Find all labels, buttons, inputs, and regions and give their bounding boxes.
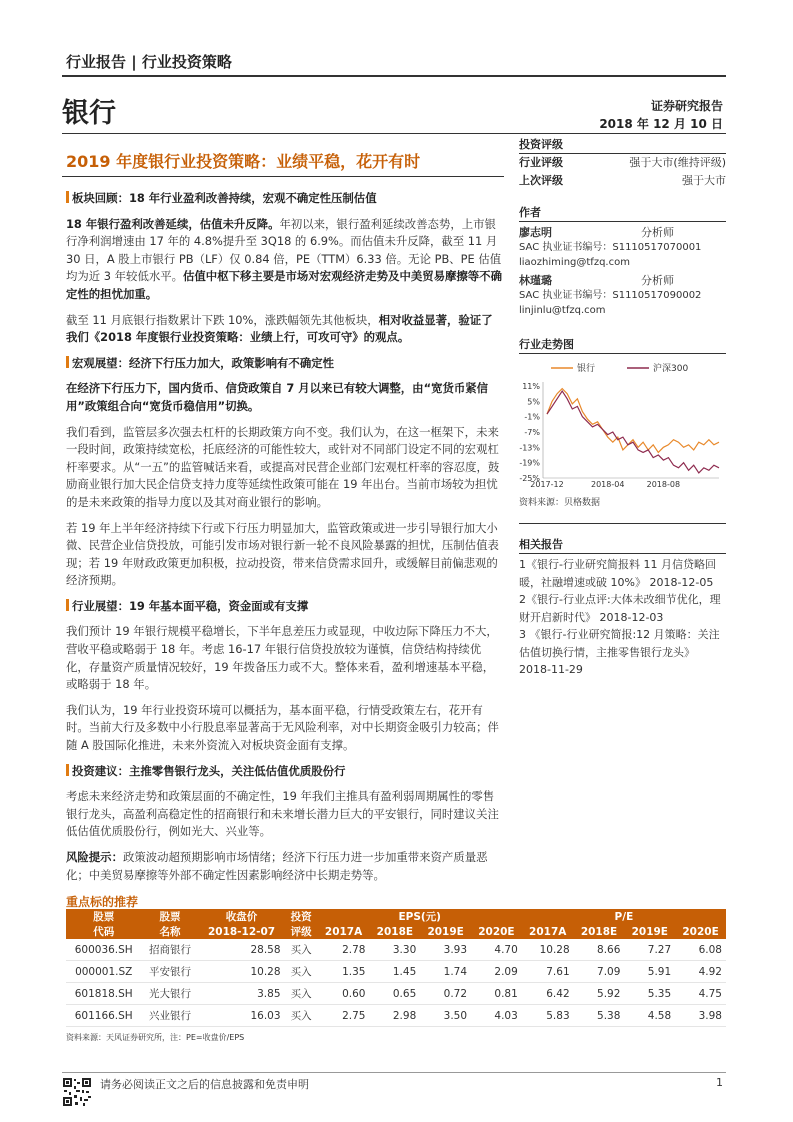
qr-code-icon — [62, 1077, 92, 1107]
prev-rating-row: 上次评级 强于大市 — [519, 174, 726, 187]
table-title: 重点标的推荐 — [66, 895, 139, 909]
x-tick-label: 2018-08 — [646, 480, 681, 489]
legend-label: 沪深300 — [653, 364, 689, 374]
th-name-2: 名称 — [141, 924, 198, 939]
related-item[interactable]: 2《银行-行业点评:大体未改细节优化，理财开启新时代》 2018-12-03 — [519, 593, 721, 624]
report-type: 证券研究报告 — [650, 99, 723, 113]
paragraph: 若 19 年上半年经济持续下行或下行压力明显加大，监管政策或进一步引导银行加大小微、民营企业信贷投放，可能引发市场对银行新一轮不良风险暴露的担忧，压制估值表现；若 19 年财政政策更加积极，拉动投资，带来信贷需求回升，或缓解目前偏悲观的经济预期。 — [66, 520, 499, 588]
author-email[interactable]: linjinlu@tfzq.com — [519, 305, 606, 316]
legend-label: 银行 — [577, 364, 596, 374]
section-heading: 板块回顾：18 年行业盈利改善持续，宏观不确定性压制估值 — [66, 190, 502, 208]
y-tick-label: -7% — [524, 428, 540, 437]
footer-disclaimer: 请务必阅读正文之后的信息披露和免责申明 — [100, 1078, 309, 1091]
table-row: 000001.SZ 平安银行 10.28 买入 1.35 1.45 1.74 2.09 7.61 7.09 5.91 4.92 — [66, 961, 726, 983]
th-code: 股票 — [66, 909, 141, 924]
th-code-2: 代码 — [66, 924, 141, 939]
table-row: 601166.SH 兴业银行 16.03 买入 2.75 2.98 3.50 4.03 5.83 5.38 4.58 3.98 — [66, 1005, 726, 1027]
trend-heading: 行业走势图 — [519, 336, 726, 354]
paragraph: 我们看到，监管层多次强去杠杆的长期政策方向不变。我们认为，在这一框架下，未来一段时间，政策持续宽松，托底经济的可能性较大，或针对不同部门设定不同的宏观杠杆率要求。从“一五”的监管喊话来看，或提高对民营企业部门宏观杠杆率的容忍度，鼓励商业银行加大民企信贷支持力度等延续性政策可能在 19 年出台。当前市场较为担忧的是未来政策的指导力度以及其对商业银行的影响。 — [66, 424, 500, 509]
paragraph: 我们认为，19 年行业投资环境可以概括为，基本面平稳，行情受政策左右，花开有时。当前大行及多数中小行股息率显著高于无风险利率，对中长期资金吸引力较高；伴随 A 股国际化推进，未来外资流入对板块资金面有支撑。 — [66, 702, 499, 753]
report-date: 2018 年 12 月 10 日 — [599, 117, 723, 131]
title-underline — [62, 176, 504, 177]
table-source: 资料来源：天风证券研究所，注：PE=收盘价/EPS — [66, 1033, 245, 1042]
author-block: 林瑾璐 分析师 SAC 执业证书编号：S1110517090002 linjinlu@tfzq.com — [519, 273, 726, 318]
top-divider — [62, 75, 726, 77]
author-block: 廖志明 分析师 SAC 执业证书编号：S1110517070001 liaozhiming@tfzq.com — [519, 225, 726, 270]
paragraph: 截至 11 月底银行指数累计下跌 10%，涨跌幅领先其他板块，相对收益显著，验证了我们《2018 年度银行业投资策略：业绩上行，可攻可守》的观点。 — [66, 312, 493, 345]
th-year: 2020E — [675, 924, 726, 939]
recommendation-table — [66, 909, 726, 1027]
risk-paragraph: 风险提示：政策波动超预期影响市场情绪；经济下行压力进一步加重带来资产质量恶化；中美贸易摩擦等外部不确定性因素影响经济中长期走势等。 — [66, 850, 488, 882]
th-year: 2018E — [574, 924, 625, 939]
paragraph: 在经济下行压力下，国内货币、信贷政策自 7 月以来已有较大调整，由“宽货币紧信用”政策组合向“宽货币稳信用”切换。 — [66, 381, 489, 413]
th-rating: 投资 — [285, 909, 318, 924]
author-cert: SAC 执业证书编号：S1110517070001 — [519, 242, 702, 253]
paragraph: 我们预计 19 年银行规模平稳增长，下半年息差压力或显现，中收边际下降压力不大，营收平稳或略弱于 18 年。考虑 16-17 年银行信贷投放较为谨慎，信贷结构持续优化，存量资产质量情况较好，19 年拨备压力或不大。整体来看，盈利增速基本平稳，或略弱于 18 年。 — [66, 624, 498, 692]
chart-source: 资料来源：贝格数据 — [519, 496, 726, 524]
author-name: 廖志明 — [519, 226, 552, 239]
footer-divider — [62, 1072, 726, 1073]
th-year: 2017A — [318, 924, 370, 939]
trend-chart — [519, 356, 726, 496]
y-tick-label: -13% — [519, 443, 540, 453]
y-tick-label: 11% — [522, 382, 540, 391]
th-year: 2019E — [420, 924, 471, 939]
related-item[interactable]: 1《银行-行业研究简报料 11 月信贷略回暖，社融增速或破 10%》 2018-12-05 — [519, 558, 716, 589]
header-divider — [62, 133, 726, 134]
th-year: 2020E — [471, 924, 522, 939]
th-date: 2018-12-07 — [199, 924, 285, 939]
table-row: 601818.SH 光大银行 3.85 买入 0.60 0.65 0.72 0.81 6.42 5.92 5.35 4.75 — [66, 983, 726, 1005]
author-cert: SAC 执业证书编号：S1110517090002 — [519, 290, 702, 301]
th-year: 2019E — [624, 924, 675, 939]
th-price: 收盘价 — [199, 909, 285, 924]
x-tick-label: 2017-12 — [530, 480, 564, 489]
x-tick-label: 2018-04 — [590, 480, 625, 489]
section-heading: 投资建议：主推零售银行龙头，关注低估值优质股份行 — [66, 763, 502, 781]
author-email[interactable]: liaozhiming@tfzq.com — [519, 257, 630, 268]
th-year: 2017A — [522, 924, 574, 939]
industry-title: 银行 — [62, 98, 116, 129]
th-pe: P/E — [522, 909, 726, 924]
section-heading: 行业展望：19 年基本面平稳，资金面或有支撑 — [66, 598, 502, 616]
y-tick-label: -19% — [519, 458, 540, 468]
y-tick-label: 5% — [527, 397, 540, 407]
related-item[interactable]: 3 《银行-行业研究简报:12 月策略：关注估值切换行情，主推零售银行龙头》 2018-11-29 — [519, 628, 720, 676]
y-tick-label: -25% — [519, 474, 540, 483]
th-year: 2018E — [370, 924, 421, 939]
report-main-title: 2019 年度银行业投资策略：业绩平稳，花开有时 — [66, 152, 421, 171]
table-row: 600036.SH 招商银行 28.58 买入 2.78 3.30 3.93 4.70 10.28 8.66 7.27 6.08 — [66, 939, 726, 961]
report-category: 行业报告 | 行业投资策略 — [66, 53, 232, 71]
main-body — [66, 190, 502, 884]
sidebar — [519, 136, 726, 679]
page-number: 1 — [716, 1076, 723, 1089]
section-heading: 宏观展望：经济下行压力加大，政策影响有不确定性 — [66, 355, 502, 373]
th-name: 股票 — [141, 909, 198, 924]
related-heading: 相关报告 — [519, 536, 726, 554]
paragraph: 考虑未来经济走势和政策层面的不确定性，19 年我们主推具有盈利弱周期属性的零售银行龙头，高盈利高稳定性的招商银行和未来增长潜力巨大的平安银行，同时建议关注低估值优质股份行，例如光大、兴业等。 — [66, 789, 499, 839]
y-tick-label: -1% — [524, 412, 540, 422]
rating-row: 行业评级 强于大市(维持评级) — [519, 156, 726, 169]
paragraph: 18 年银行盈利改善延续，估值未升反降。年初以来，银行盈利延续改善态势，上市银行净利润增速由 17 年的 4.8%提升至 3Q18 的 6.9%。而估值未升反降，截至 11 月 30 日，A 股上市银行 PB（LF）仅 0.84 倍，PE（TTM）6.33 倍。无论 PB、PE 估值均为近 3 年较低水平。估值中枢下移主要是市场对宏观经济走势及中美贸易摩擦等不确定性的担忧加重。 — [66, 216, 502, 301]
rating-heading: 投资评级 — [519, 136, 726, 154]
related-list — [519, 556, 726, 679]
th-eps: EPS(元) — [318, 909, 522, 924]
th-rating-2: 评级 — [285, 924, 318, 939]
author-heading: 作者 — [519, 204, 726, 222]
author-name: 林瑾璐 — [519, 274, 552, 287]
